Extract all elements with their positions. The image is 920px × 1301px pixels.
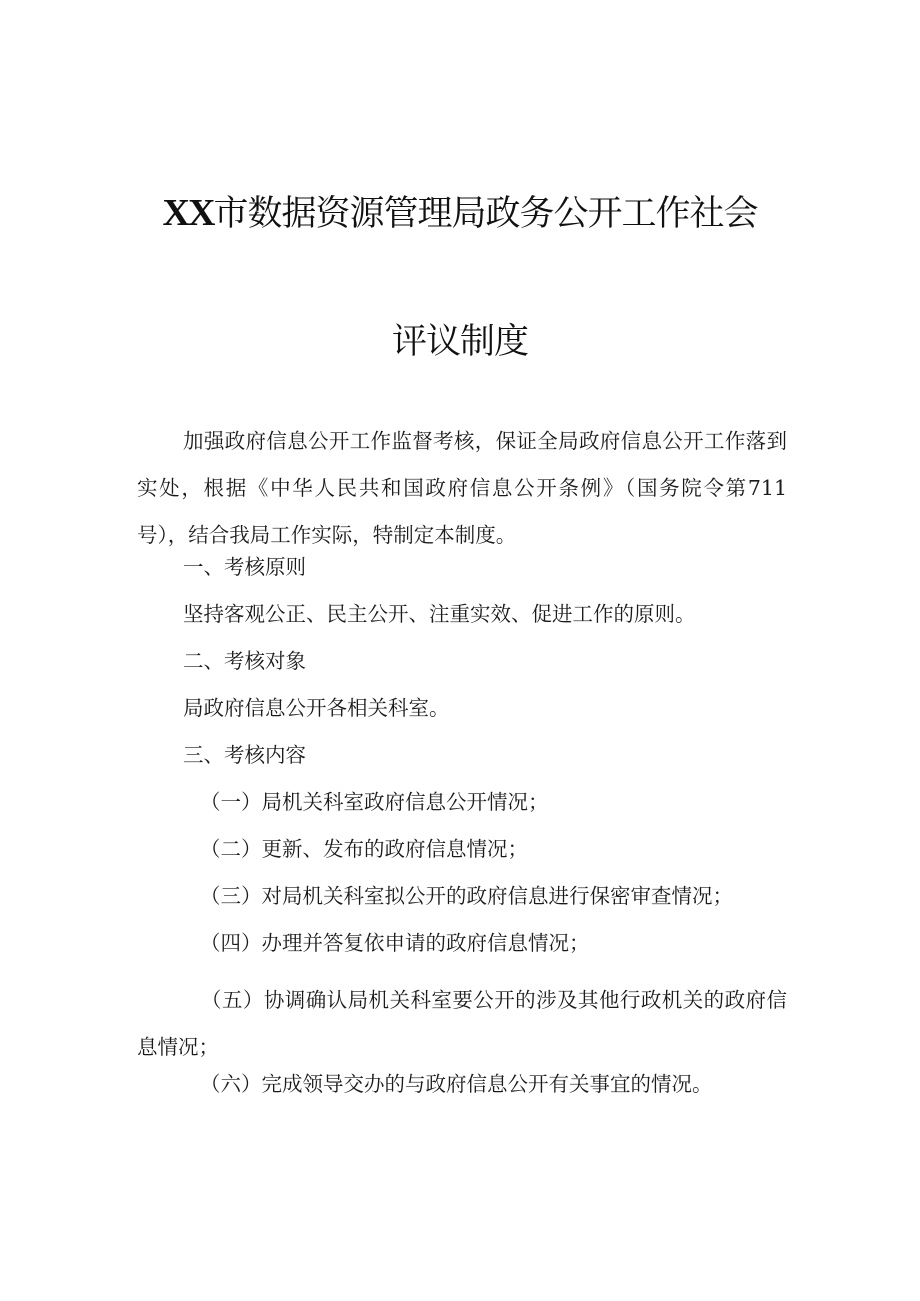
document-title-line2: 评议制度 <box>391 322 528 362</box>
content-item-2: （二）更新、发布的政府信息情况； <box>200 837 528 861</box>
section-heading-principle: 一、考核原则 <box>183 555 306 579</box>
title-prefix: XX <box>162 192 214 234</box>
principle-text: 坚持客观公正、民主公开、注重实效、促进工作的原则。 <box>183 602 696 626</box>
document-title-line1 <box>0 186 920 236</box>
content-item-3: （三）对局机关科室拟公开的政府信息进行保密审查情况； <box>200 884 733 908</box>
content-item-1: （一）局机关科室政府信息公开情况； <box>200 790 549 814</box>
title-line1-text: 市数据资源管理局政务公开工作社会 <box>213 194 758 234</box>
intro-paragraph: 加强政府信息公开工作监督考核，保证全局政府信息公开工作落到实处，根据《中华人民共和国政府信息公开条例》（国务院令第711号），结合我局工作实际，特制定本制度。 <box>137 429 787 547</box>
content-item-6: （六）完成领导交办的与政府信息公开有关事宜的情况。 <box>200 1072 713 1096</box>
section-heading-content: 三、考核内容 <box>183 743 306 767</box>
content-item-4: （四）办理并答复依申请的政府信息情况； <box>200 931 590 955</box>
content-item-5: （五）协调确认局机关科室要公开的涉及其他行政机关的政府信息情况； <box>137 988 787 1059</box>
section-heading-object: 二、考核对象 <box>183 649 306 673</box>
object-text: 局政府信息公开各相关科室。 <box>183 696 450 720</box>
